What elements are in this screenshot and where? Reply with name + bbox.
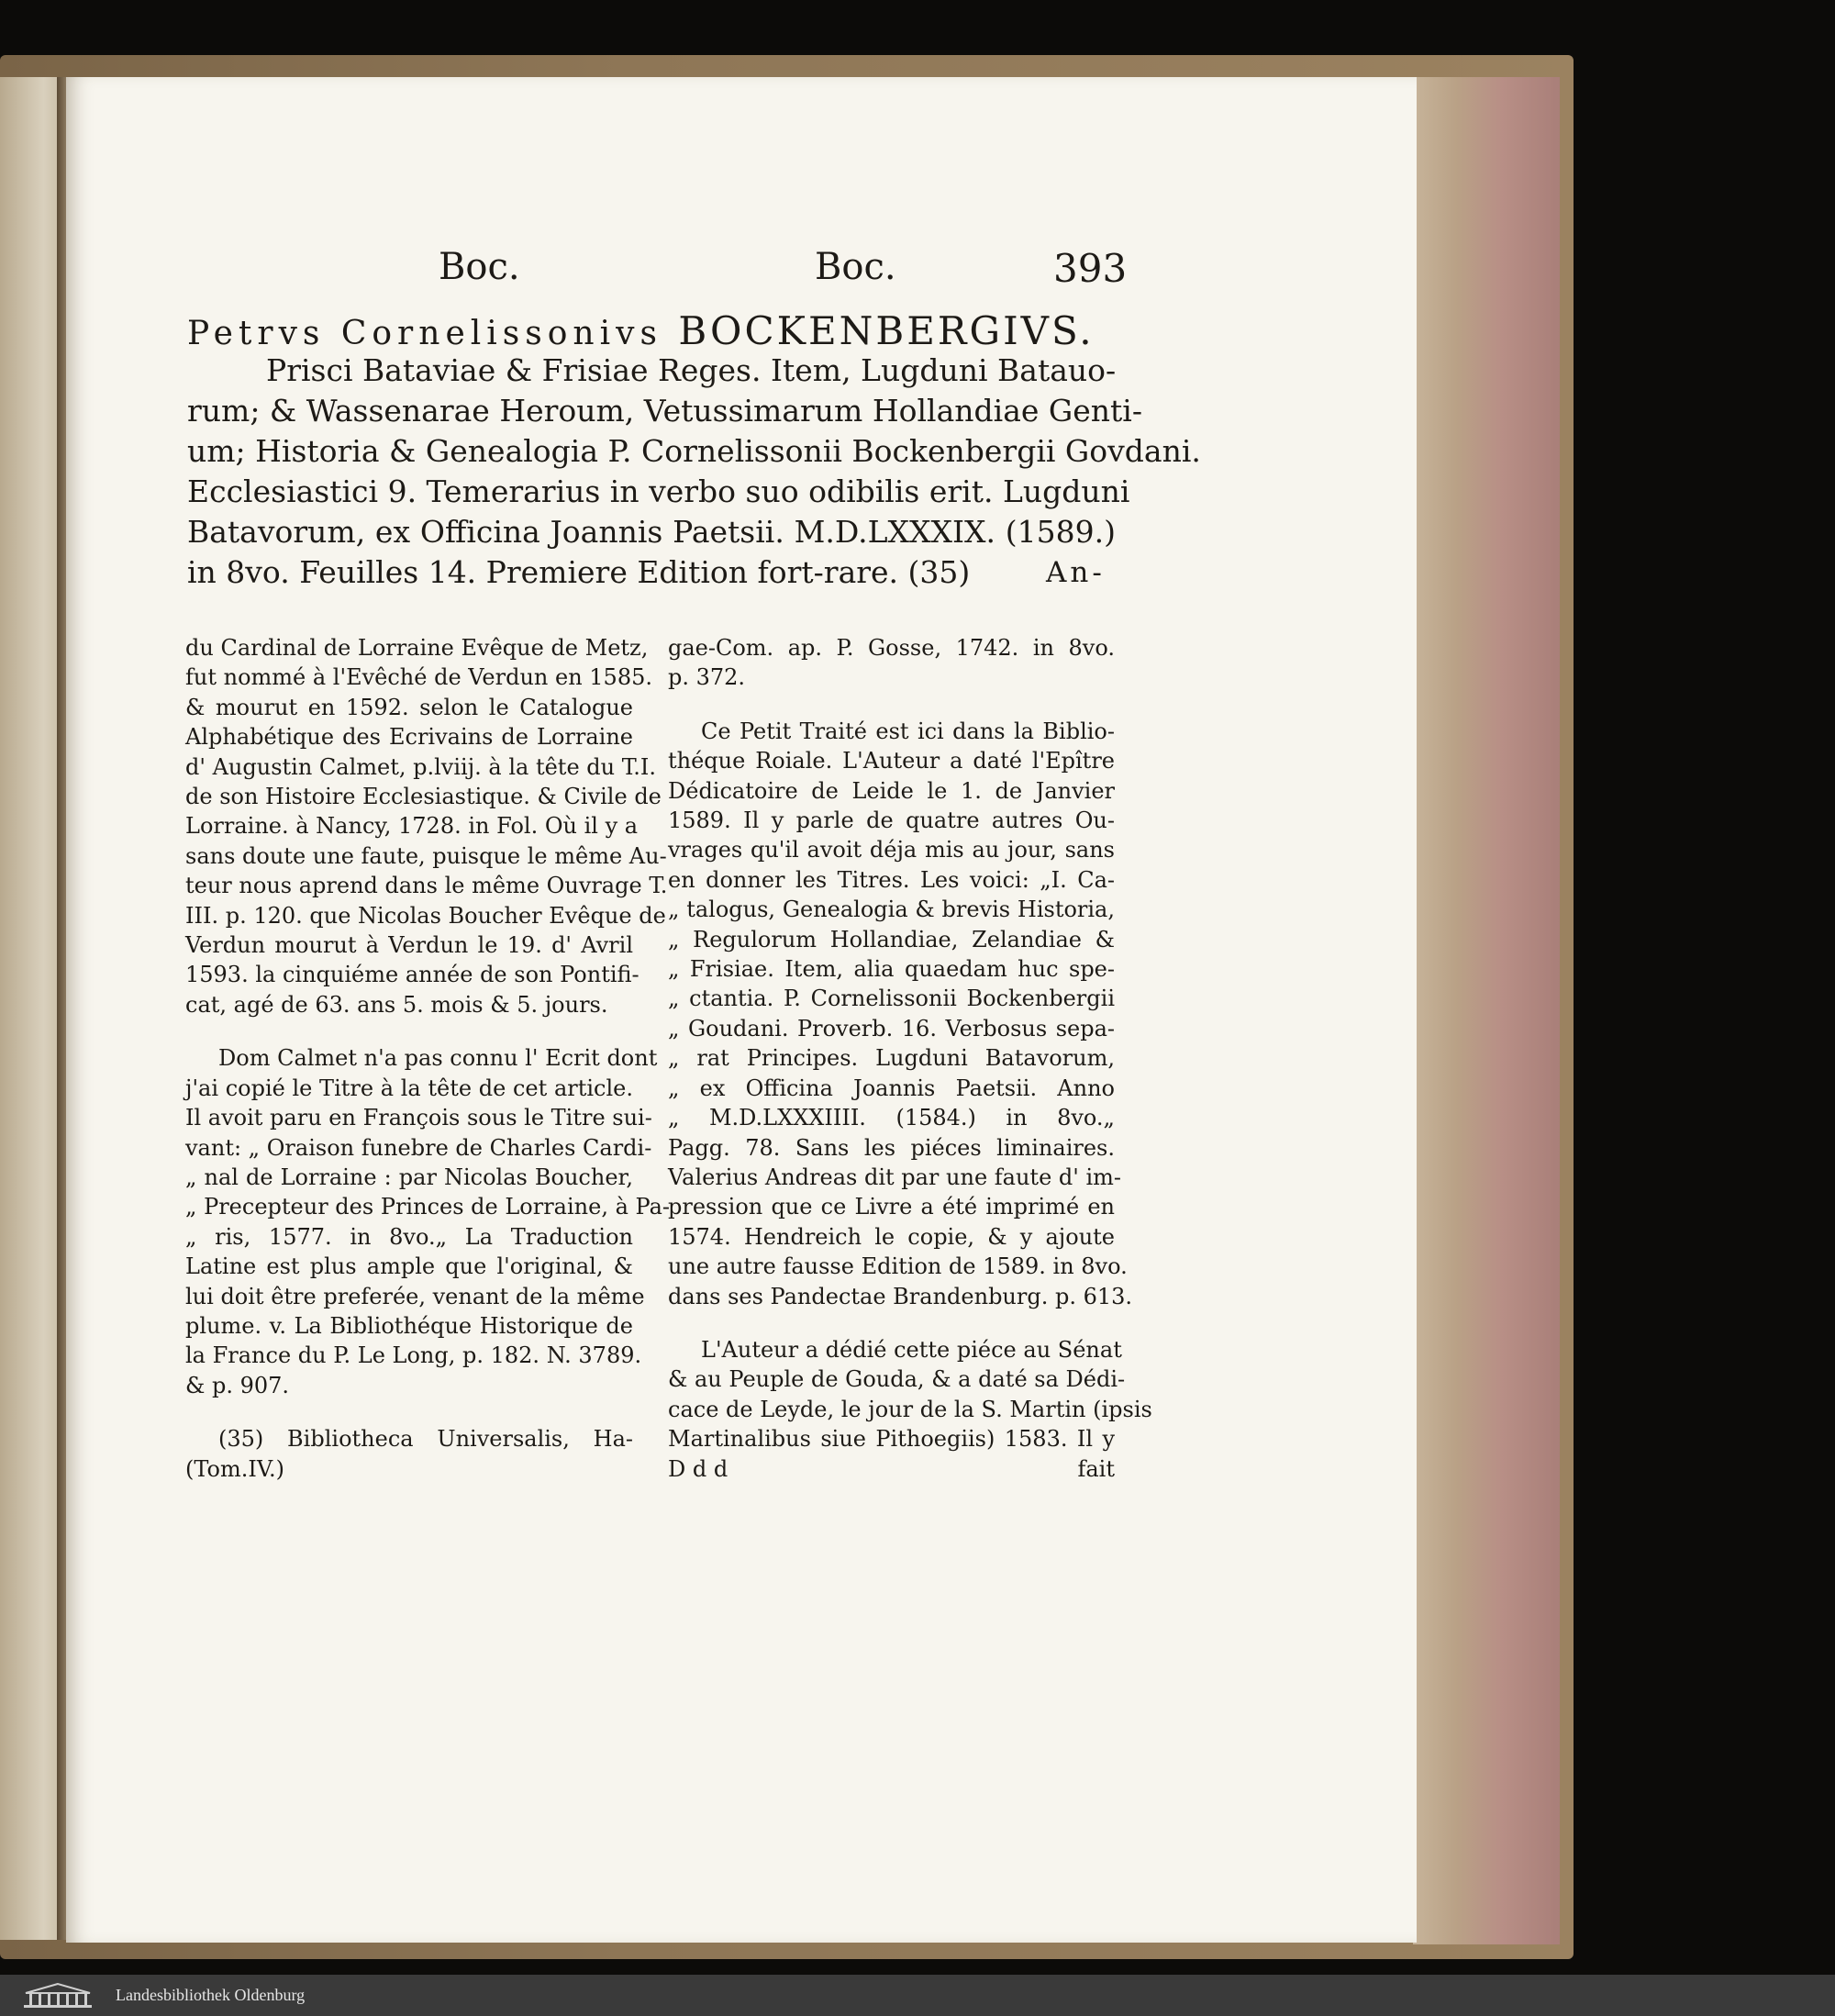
- signature-mark: D d d: [668, 1455, 728, 1482]
- paragraph: [668, 1335, 1152, 1454]
- running-head-center: Boc.: [815, 246, 896, 288]
- text-line: „ Frisiae. Item, alia quaedam huc spe-: [668, 956, 1115, 983]
- text-line: de son Histoire Ecclesiastique. & Civile de: [185, 784, 662, 810]
- paragraph: [668, 633, 1115, 693]
- text-line: „ ex Officina Joannis Paetsii. Anno: [668, 1075, 1115, 1101]
- author-forename: Petrvs Cornelissonivs: [187, 315, 662, 352]
- text-line: 1589. Il y parle de quatre autres Ou-: [668, 808, 1115, 834]
- attribution-bar: [0, 1975, 1835, 2016]
- footnote: [185, 1424, 633, 1484]
- left-page-edge: [0, 77, 62, 1940]
- right-column: [668, 633, 1152, 1484]
- author-surname: BOCKENBERGIVS.: [678, 308, 1095, 353]
- text-line: Dom Calmet n'a pas connu l' Ecrit dont: [218, 1045, 658, 1072]
- text-line: „ rat Principes. Lugduni Batavorum,: [668, 1045, 1115, 1072]
- page-edges: [1413, 77, 1560, 1944]
- text-line: j'ai copié le Titre à la tête de cet article.: [185, 1075, 633, 1101]
- text-line: „ Precepteur des Princes de Lorraine, à Pa-: [185, 1194, 671, 1220]
- text-line: Pagg. 78. Sans les piéces liminaires.: [668, 1134, 1115, 1161]
- institution-name: Landesbibliothek Oldenburg: [116, 1986, 306, 2004]
- text-line: Verdun mourut à Verdun le 19. d' Avril: [185, 932, 633, 959]
- title-line: um; Historia & Genealogia P. Cornelissonii Bockenbergii Govdani.: [187, 433, 1201, 469]
- text-line: dans ses Pandectae Brandenburg. p. 613.: [668, 1283, 1133, 1309]
- text-line: une autre fausse Edition de 1589. in 8vo.: [668, 1253, 1128, 1280]
- catchword-bottom: fait: [1077, 1455, 1115, 1482]
- text-line: „ ris, 1577. in 8vo.„ La Traduction: [185, 1223, 633, 1250]
- text-line: L'Auteur a dédié cette piéce au Sénat: [701, 1336, 1122, 1363]
- text-line: Latine est plus ample que l'original, &: [185, 1253, 633, 1280]
- text-line: Valerius Andreas dit par une faute d' im-: [668, 1164, 1122, 1190]
- title-line: Ecclesiastici 9. Temerarius in verbo suo odibilis erit. Lugduni: [187, 473, 1130, 509]
- text-line: vant: „ Oraison funebre de Charles Cardi-: [185, 1134, 652, 1161]
- catchword-top: An-: [1046, 556, 1106, 589]
- text-line: Lorraine. à Nancy, 1728. in Fol. Où il y a: [185, 813, 639, 840]
- title-line: rum; & Wassenarae Heroum, Vetussimarum Hollandiae Genti-: [187, 393, 1142, 429]
- text-line: cat, agé de 63. ans 5. mois & 5. jours.: [185, 991, 608, 1018]
- footnote-line: (35) Bibliotheca Universalis, Ha-: [218, 1426, 633, 1453]
- text-line: cace de Leyde, le jour de la S. Martin (ipsis: [668, 1396, 1152, 1422]
- text-line: „ talogus, Genealogia & brevis Historia,: [668, 897, 1115, 923]
- text-line: fut nommé à l'Evêché de Verdun en 1585.: [185, 664, 652, 691]
- page-footer-row: [668, 1454, 1115, 1484]
- title-description: [187, 351, 1201, 593]
- title-line: Batavorum, ex Officina Joannis Paetsii. M.D.LXXXIX. (1589.): [187, 514, 1116, 550]
- left-column: [185, 633, 671, 1484]
- text-line: plume. v. La Bibliothéque Historique de: [185, 1312, 633, 1339]
- paragraph: [185, 633, 668, 1019]
- title-line: Prisci Bataviae & Frisiae Reges. Item, Lugduni Batauo-: [266, 352, 1117, 388]
- text-line: 1574. Hendreich le copie, & y ajoute: [668, 1223, 1115, 1250]
- text-line: pression que ce Livre a été imprimé en: [668, 1194, 1115, 1220]
- text-line: Il avoit paru en François sous le Titre sui-: [185, 1105, 652, 1131]
- paragraph: [185, 1043, 671, 1400]
- text-line: lui doit être preferée, venant de la même: [185, 1283, 645, 1309]
- text-line: Alphabétique des Ecrivains de Lorraine: [185, 724, 633, 751]
- paragraph: [668, 717, 1133, 1311]
- text-line: & p. 907.: [185, 1372, 290, 1398]
- library-building-logo-icon: [22, 1982, 94, 2010]
- text-line: „ nal de Lorraine : par Nicolas Boucher,: [185, 1164, 633, 1190]
- entry-heading: [187, 308, 1114, 353]
- text-line: p. 372.: [668, 664, 746, 691]
- text-line: en donner les Titres. Les voici: „I. Ca-: [668, 866, 1115, 893]
- text-line: vrages qu'il avoit déja mis au jour, sans: [668, 837, 1115, 863]
- volume-mark: (Tom.IV.): [185, 1455, 284, 1482]
- text-line: 1593. la cinquiéme année de son Pontifi-: [185, 962, 639, 988]
- text-line: „ Regulorum Hollandiae, Zelandiae &: [668, 926, 1115, 952]
- running-head-left: Boc.: [439, 246, 520, 288]
- title-line: in 8vo. Feuilles 14. Premiere Edition fort-rare. (35): [187, 554, 971, 590]
- page-number: 393: [1053, 246, 1128, 291]
- text-line: & au Peuple de Gouda, & a daté sa Dédi-: [668, 1366, 1126, 1393]
- text-line: sans doute une faute, puisque le même Au-: [185, 842, 667, 869]
- text-line: „ ctantia. P. Cornelissonii Bockenbergii: [668, 986, 1115, 1012]
- text-line: d' Augustin Calmet, p.lviij. à la tête du T.I.: [185, 753, 656, 780]
- text-line: théque Roiale. L'Auteur a daté l'Epître: [668, 748, 1115, 774]
- text-line: „ M.D.LXXXIIII. (1584.) in 8vo.„: [668, 1105, 1115, 1131]
- text-line: „ Goudani. Proverb. 16. Verbosus sepa-: [668, 1015, 1115, 1041]
- text-line: Dédicatoire de Leide le 1. de Janvier: [668, 777, 1115, 804]
- text-line: la France du P. Le Long, p. 182. N. 3789.: [185, 1342, 642, 1369]
- text-line: du Cardinal de Lorraine Evêque de Metz,: [185, 635, 649, 661]
- text-line: gae-Com. ap. P. Gosse, 1742. in 8vo.: [668, 635, 1115, 661]
- text-line: & mourut en 1592. selon le Catalogue: [185, 694, 633, 720]
- text-line: teur nous aprend dans le même Ouvrage T.: [185, 873, 668, 899]
- text-line: Ce Petit Traité est ici dans la Biblio-: [701, 718, 1115, 744]
- text-line: Martinalibus siue Pithoegiis) 1583. Il y: [668, 1426, 1115, 1453]
- text-line: III. p. 120. que Nicolas Boucher Evêque de: [185, 902, 666, 929]
